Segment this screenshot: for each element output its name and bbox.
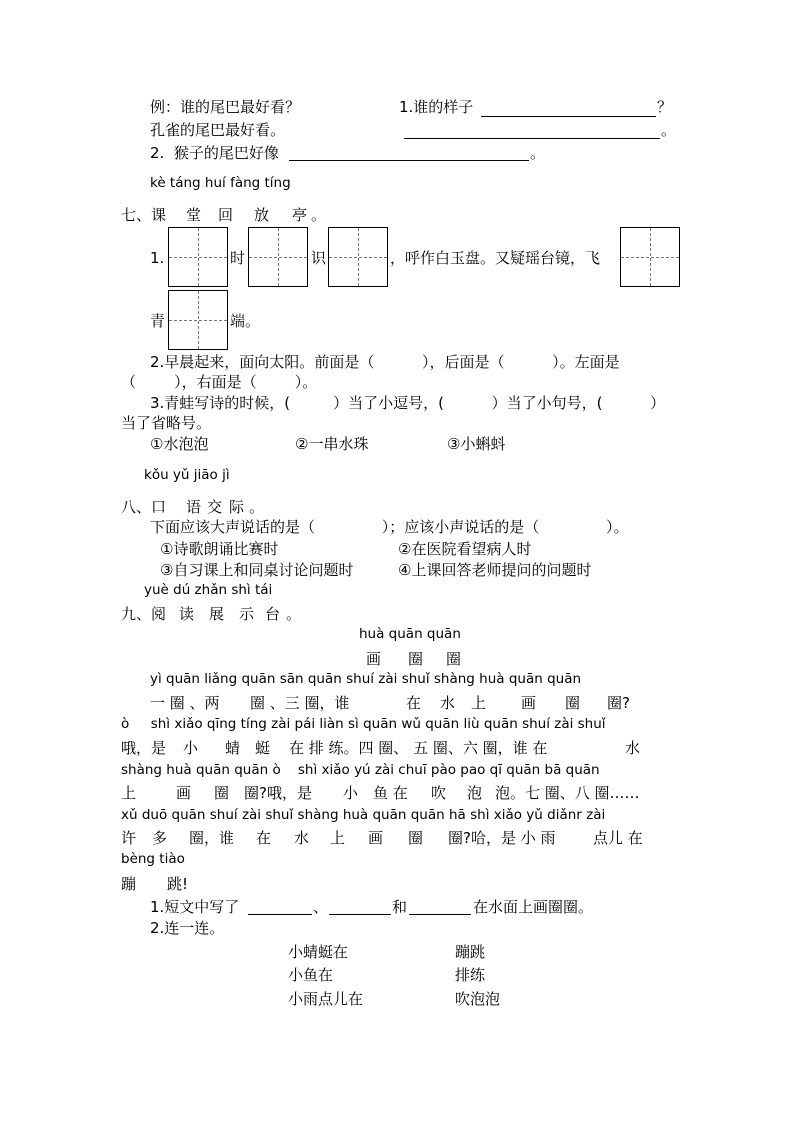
section7-title-1: 七、课	[121, 206, 167, 224]
passage-text-3i: 泡。七 圈、八 圈……	[495, 784, 640, 802]
section9-title-2: 读	[179, 605, 195, 623]
match-left-2[interactable]: 小鱼在	[288, 966, 334, 984]
section7-title-3: 回	[218, 206, 234, 224]
section8-pinyin: kǒu yǔ jiāo jì	[144, 467, 230, 483]
passage-text-2e: 在 排 练。四 圈、 五 圈、六 圈，谁 在	[289, 739, 548, 757]
passage-text-4j: 点儿 在	[593, 829, 643, 847]
q7-item1-line2-end: 端。	[230, 312, 261, 330]
match-left-3[interactable]: 小雨点儿在	[288, 990, 364, 1008]
passage-text-3f: 鱼 在	[373, 784, 408, 802]
q8-option-2: ②在医院看望病人时	[398, 540, 532, 558]
passage-text-1f: 画	[521, 694, 537, 712]
q7-item3-line2: 当了省略号。	[121, 414, 212, 432]
passage-title-2: 圈	[408, 650, 424, 668]
passage-text-1e: 上	[471, 694, 487, 712]
q7-option-2: ②一串水珠	[295, 435, 369, 453]
sub1-blank-1[interactable]	[248, 914, 312, 915]
q7-item3-line1: 3.青蛙写诗的时候，( ）当了小逗号，( ）当了小句号，( ）	[150, 394, 666, 412]
q9-sub1-sep1: 、	[313, 898, 329, 916]
passage-text-4i: 圈?哈，是 小 雨	[448, 829, 556, 847]
q7-item1-line2-start: 青	[150, 312, 166, 330]
item2-period: 。	[530, 144, 546, 162]
passage-text-3d: 圈?哦，是	[244, 784, 312, 802]
passage-pinyin-line-4: xǔ duō quān shuí zài shuǐ shàng huà quān quān hā shì xiǎo yǔ diǎnr zài	[121, 807, 606, 823]
passage-text-4e: 水	[294, 829, 310, 847]
passage-text-3b: 画	[176, 784, 192, 802]
passage-text-2b: 小	[183, 739, 199, 757]
q9-sub2-label: 2.连一连。	[150, 919, 225, 937]
section7-title-2: 堂	[186, 206, 202, 224]
passage-title-pinyin: huà quān quān	[359, 626, 461, 642]
passage-text-3g: 吹	[431, 784, 447, 802]
section8-title-2: 语	[186, 498, 202, 516]
passage-text-1a: 一 圈 、两	[150, 694, 220, 712]
item1-label: 1.谁的样子	[399, 98, 474, 116]
writing-grid-5[interactable]	[168, 290, 228, 350]
item1-question-mark: ？	[657, 98, 673, 116]
passage-pinyin-line-3: shàng huà quān quān ò shì xiǎo yú zài chuī pào pao qī quān bā quān	[121, 762, 600, 778]
passage-text-4d: 在	[256, 829, 272, 847]
passage-pinyin-line-2: ò shì xiǎo qīng tíng zài pái liàn sì quān wǔ quān liù quān shuí zài shuǐ	[121, 716, 606, 732]
writing-grid-4[interactable]	[620, 227, 680, 287]
passage-text-4c: 圈，谁	[189, 829, 235, 847]
q9-sub1-end: 在水面上画圈圈。	[473, 898, 594, 916]
section7-title-6: 。	[311, 206, 327, 224]
q7-item1-number: 1.	[150, 249, 165, 267]
q8-option-1: ①诗歌朗诵比赛时	[160, 540, 279, 558]
section9-title-1: 九、阅	[121, 605, 167, 623]
q7-item1-word2: 识	[311, 249, 327, 267]
item2-label: 2. 猴子的尾巴好像	[150, 144, 279, 162]
match-left-1[interactable]: 小蜻蜓在	[288, 943, 349, 961]
sub1-blank-3[interactable]	[409, 914, 471, 915]
section9-title-3: 展	[209, 605, 225, 623]
passage-pinyin-line-1: yì quān liǎng quān sān quān shuí zài shuǐ shàng huà quān quān	[150, 671, 582, 687]
section8-title-4: 际	[229, 498, 245, 516]
section9-pinyin: yuè dú zhǎn shì tái	[144, 582, 273, 598]
q7-option-3: ③小蝌蚪	[447, 435, 506, 453]
section9-title-6: 。	[286, 605, 302, 623]
q8-prompt: 下面应该大声说话的是（ ）；应该小声说话的是（ ）。	[150, 518, 629, 536]
passage-text-3h: 泡	[467, 784, 483, 802]
passage-title-1: 画	[366, 650, 382, 668]
answer-blank-3[interactable]	[289, 160, 529, 161]
passage-text-4f: 上	[330, 829, 346, 847]
match-right-3[interactable]: 吹泡泡	[455, 990, 501, 1008]
q8-option-4: ④上课回答老师提问的问题时	[398, 561, 592, 579]
answer-blank-1[interactable]	[481, 116, 656, 117]
passage-text-4b: 多	[152, 829, 168, 847]
passage-text-2c: 蜻	[225, 739, 241, 757]
q8-option-3: ③自习课上和同桌讨论问题时	[160, 561, 354, 579]
item1-period: 。	[661, 121, 677, 139]
section8-title-5: 。	[249, 498, 265, 516]
writing-grid-2[interactable]	[248, 227, 308, 287]
passage-text-2f: 水	[625, 739, 641, 757]
passage-text-1c: 在	[406, 694, 422, 712]
writing-grid-1[interactable]	[168, 227, 228, 287]
q9-sub1-label: 1.短文中写了	[150, 898, 240, 916]
section7-title-4: 放	[254, 206, 270, 224]
q9-sub1-sep2: 和	[392, 898, 408, 916]
section7-title-5: 亭	[292, 206, 308, 224]
passage-text-4a: 许	[121, 829, 137, 847]
sub1-blank-2[interactable]	[329, 914, 391, 915]
passage-pinyin-line-5: bèng tiào	[121, 851, 185, 867]
example-question: 例：谁的尾巴最好看？	[150, 98, 301, 116]
passage-text-5a: 蹦	[121, 875, 137, 893]
passage-text-4g: 画	[368, 829, 384, 847]
q7-item2-line1: 2.早晨起来，面向太阳。前面是（ ），后面是（ ）。左面是	[150, 353, 620, 371]
passage-text-3a: 上	[121, 784, 137, 802]
section9-title-5: 台	[265, 605, 281, 623]
passage-text-2a: 哦，是	[121, 739, 167, 757]
passage-text-5b: 跳!	[167, 875, 189, 893]
passage-text-3c: 圈	[214, 784, 230, 802]
q7-item1-word1: 时	[230, 249, 246, 267]
q7-item1-text: ，呼作白玉盘。又疑瑶台镜，飞	[390, 249, 601, 267]
passage-text-1h: 圈?	[607, 694, 630, 712]
passage-text-4h: 圈	[408, 829, 424, 847]
q7-item2-line2: （ ），右面是（ ）。	[121, 373, 318, 391]
answer-blank-2[interactable]	[404, 138, 660, 139]
example-answer: 孔雀的尾巴最好看。	[150, 121, 286, 139]
section8-title-1: 八、口	[121, 498, 167, 516]
match-right-1[interactable]: 蹦跳	[455, 943, 486, 961]
passage-text-3e: 小	[343, 784, 359, 802]
passage-text-1b: 圈 、三 圈，谁	[250, 694, 350, 712]
match-right-2[interactable]: 排练	[455, 966, 486, 984]
section9-title-4: 示	[239, 605, 255, 623]
passage-title-3: 圈	[446, 650, 462, 668]
section8-title-3: 交	[207, 498, 223, 516]
writing-grid-3[interactable]	[328, 227, 388, 287]
q7-option-1: ①水泡泡	[150, 435, 209, 453]
section7-pinyin: kè táng huí fàng tíng	[150, 175, 291, 191]
passage-text-1g: 圈	[565, 694, 581, 712]
passage-text-2d: 蜓	[255, 739, 271, 757]
passage-text-1d: 水	[440, 694, 456, 712]
